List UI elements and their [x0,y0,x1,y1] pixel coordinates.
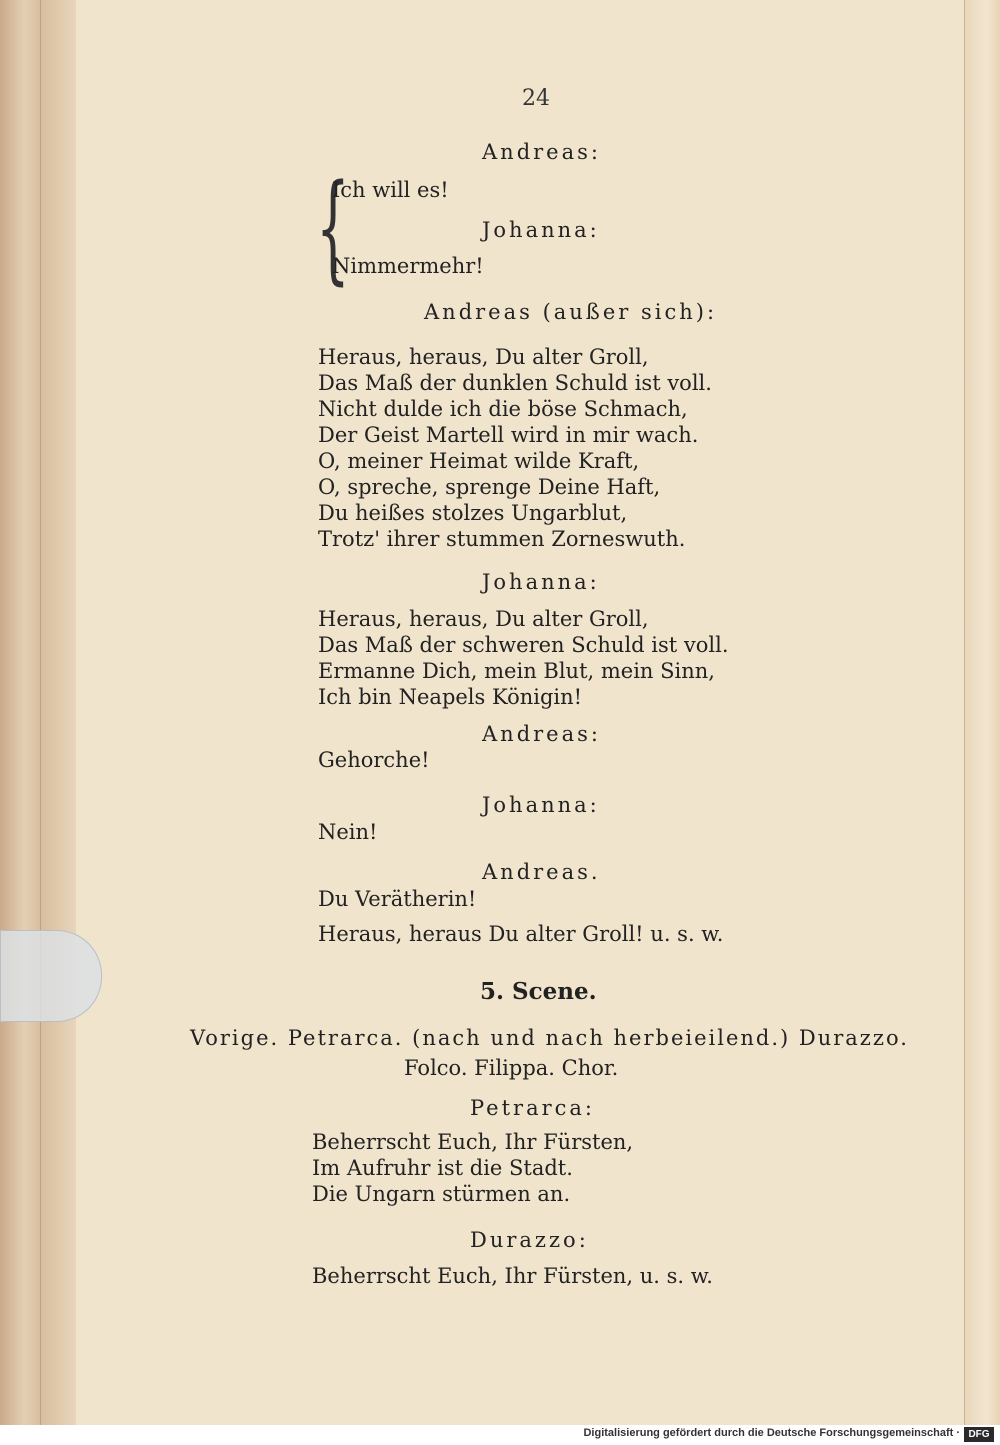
verse-line: Im Aufruhr ist die Stadt. [312,1156,573,1180]
speaker-johanna: Johanna: [482,570,600,594]
verse-line: Du heißes stolzes Ungarblut, [318,501,628,525]
page-number: 24 [522,86,550,111]
verse-line: Nimmermehr! [332,254,484,278]
verse-line: Ich will es! [332,178,449,202]
verse-line: Heraus, heraus, Du alter Groll, [318,345,649,369]
scene-heading: 5. Scene. [480,978,597,1005]
verse-line: Du Verätherin! [318,887,477,911]
cast-list: Vorige. Petrarca. (nach und nach herbeieilend.) Durazzo. [190,1026,909,1050]
verse-line: Die Ungarn stürmen an. [312,1182,571,1206]
verse-line: Nein! [318,820,378,844]
verse-line: O, spreche, sprenge Deine Haft, [318,475,661,499]
verse-line: Ich bin Neapels Königin! [318,685,583,709]
speaker-durazzo: Durazzo: [470,1228,589,1252]
verse-line: Gehorche! [318,748,430,772]
funding-credit: Digitalisierung gefördert durch die Deutsche Forschungsgemeinschaft · [583,1427,960,1439]
verse-line: O, meiner Heimat wilde Kraft, [318,449,640,473]
page-edges-right [964,0,1000,1425]
verse-line: Das Maß der schweren Schuld ist voll. [318,633,729,657]
verse-line: Der Geist Martell wird in mir wach. [318,423,699,447]
speaker-johanna: Johanna: [482,793,600,817]
verse-line: Das Maß der dunklen Schuld ist voll. [318,371,712,395]
speaker-andreas: Andreas (außer sich): [424,300,718,324]
verse-line: Heraus, heraus, Du alter Groll, [318,607,649,631]
verse-line: Beherrscht Euch, Ihr Fürsten, u. s. w. [312,1264,713,1288]
book-page [76,0,964,1425]
speaker-andreas: Andreas: [482,140,601,164]
verse-line: Trotz' ihrer stummen Zorneswuth. [318,527,686,551]
verse-line: Heraus, heraus Du alter Groll! u. s. w. [318,922,724,946]
cast-list: Folco. Filippa. Chor. [404,1056,619,1080]
speaker-andreas: Andreas. [482,860,601,884]
book-spine [0,0,40,1425]
verse-line: Nicht dulde ich die böse Schmach, [318,397,688,421]
scanner-clip [0,930,102,1022]
speaker-andreas: Andreas: [482,722,601,746]
dfg-logo: DFG [964,1427,994,1442]
speaker-johanna: Johanna: [482,218,600,242]
speaker-petrarca: Petrarca: [470,1096,596,1120]
verse-line: Beherrscht Euch, Ihr Fürsten, [312,1130,634,1154]
brace-bracket: { [316,158,350,296]
footer-bar [0,1425,1000,1445]
verse-line: Ermanne Dich, mein Blut, mein Sinn, [318,659,715,683]
page-edges-left [40,0,77,1425]
